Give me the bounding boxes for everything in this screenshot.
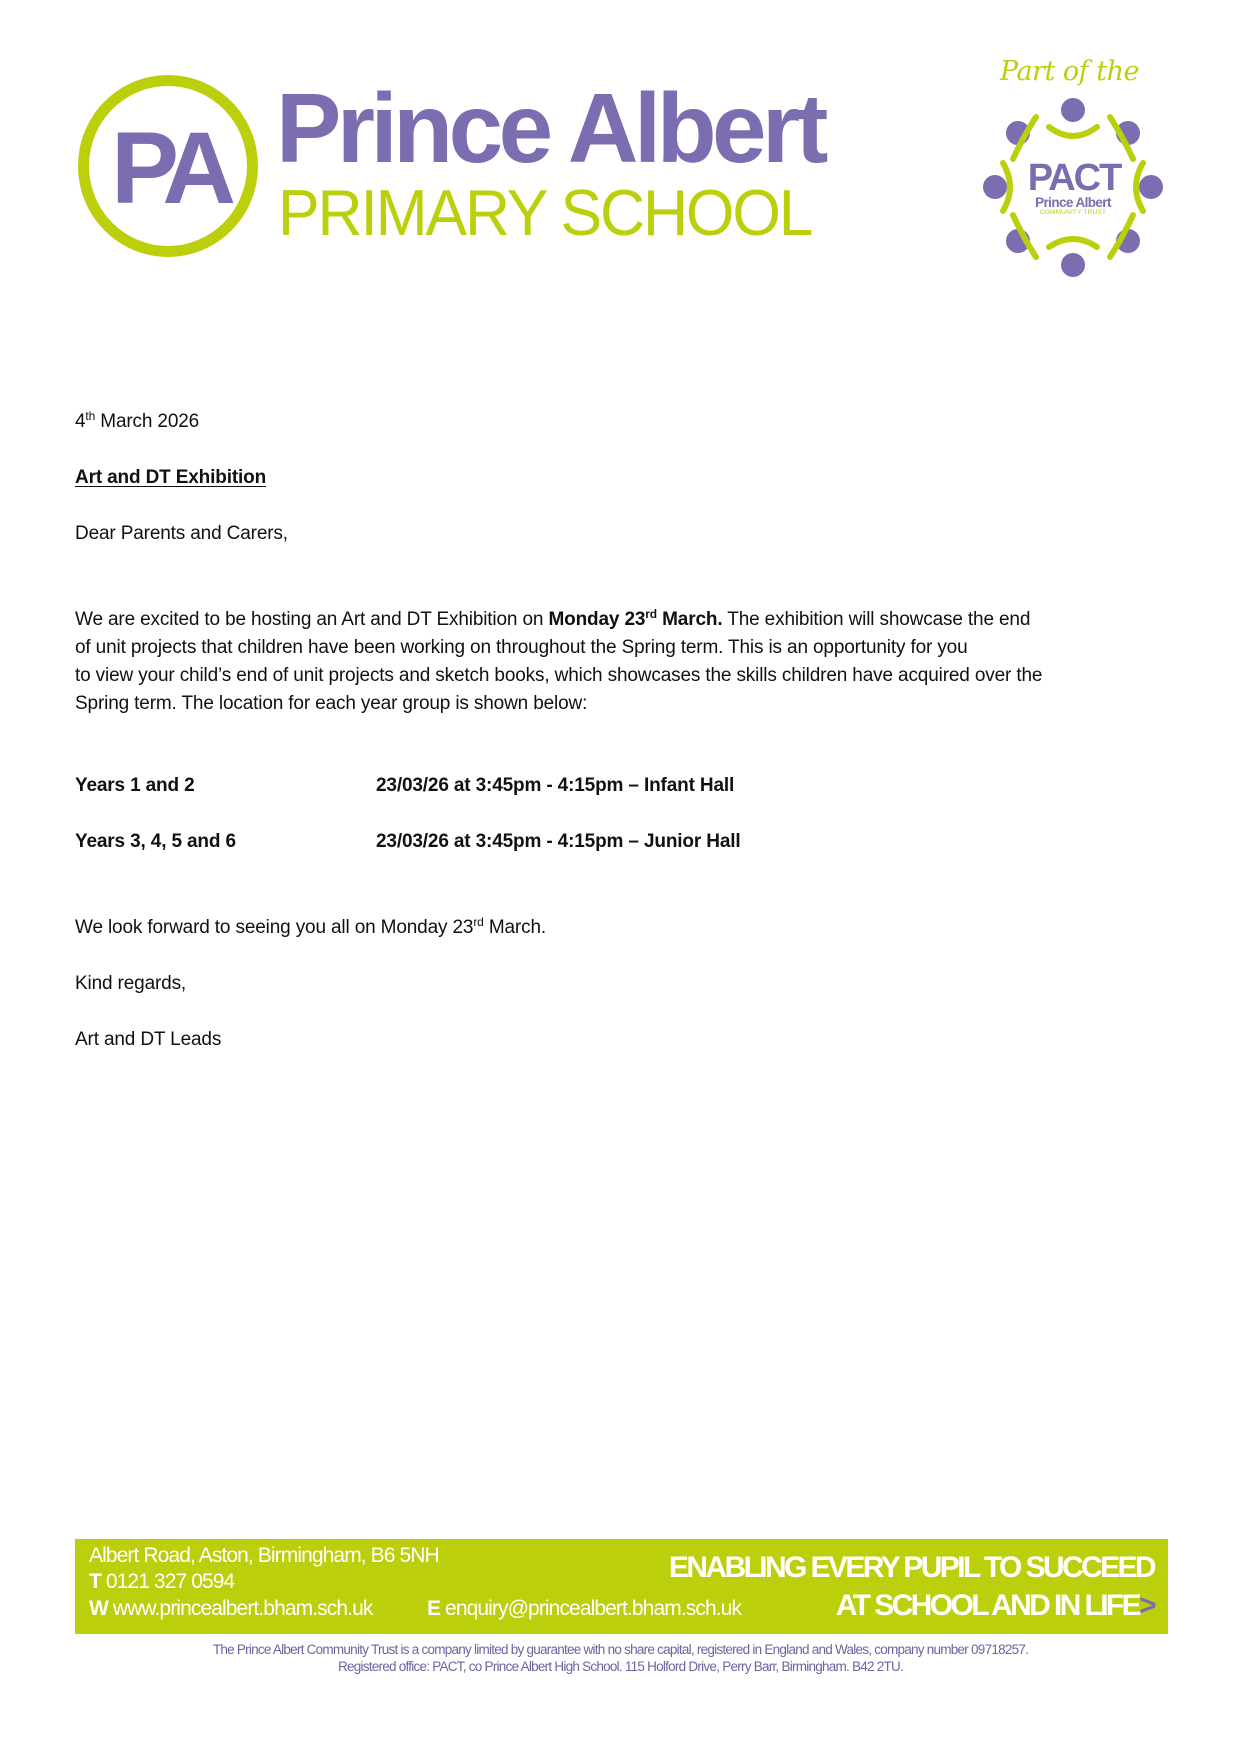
pact-name: Prince Albert [1035,195,1111,210]
paragraph-text: The exhibition will showcase the end [722,609,1031,630]
date-day: 4 [75,411,86,432]
letter-salutation: Dear Parents and Carers, [75,523,288,544]
footer-band [75,1539,1168,1634]
paragraph-text: We are excited to be hosting an Art and DT Exhibition on [75,609,549,630]
school-name: Prince Albert [276,73,824,183]
school-logo-monogram: PA [110,111,228,225]
event-date-bold: Monday 23rd March [548,607,718,630]
paragraph-line-2: of unit projects that children have been working on throughout the Spring term. This is an opportunity for you [75,637,968,658]
date-suffix: th [85,409,96,423]
footer-slogan-line-2: AT SCHOOL AND IN LIFE> [835,1589,1154,1622]
schedule-details-2: 23/03/26 at 3:45pm - 4:15pm – Junior Hall [376,831,741,852]
legal-line-1: The Prince Albert Community Trust is a company limited by guarantee with no share capital, registered in England and Wales, company number 09718257. [212,1642,1029,1657]
pact-subtitle: COMMUNITY TRUST [1039,209,1107,216]
footer-email[interactable]: E enquiry@princealbert.bham.sch.uk [427,1597,742,1620]
paragraph-line-1: We are excited to be hosting an Art and DT Exhibition on Monday 23rd March. The exhibition will showcase the end [75,607,1031,630]
letter-title: Art and DT Exhibition [75,467,267,488]
school-type: PRIMARY SCHOOL [278,176,812,249]
letter-date [75,410,199,434]
paragraph-line-3: to view your child’s end of unit projects and sketch books, which showcases the skills children have acquired over the [75,665,1043,686]
footer-phone: T 0121 327 0594 [89,1570,235,1593]
pact-acronym: PACT [1027,157,1121,199]
letter-signoff: Kind regards, [75,973,187,994]
schedule-group-1: Years 1 and 2 [75,775,195,796]
paragraph-line-4: Spring term. The location for each year group is shown below: [75,693,588,714]
schedule-group-2: Years 3, 4, 5 and 6 [75,831,236,852]
letter-signature: Art and DT Leads [75,1029,222,1050]
legal-line-2: Registered office: PACT, co Prince Albert High School. 115 Holford Drive, Perry Barr, Birmingham. B42 2TU. [337,1659,904,1674]
footer-address: Albert Road, Aston, Birmingham, B6 5NH [89,1544,439,1567]
letter-closing: We look forward to seeing you all on Monday 23rd March. [75,915,546,938]
chevron-right-icon: > [1139,1589,1154,1622]
footer-slogan-line-1: ENABLING EVERY PUPIL TO SUCCEED [668,1551,1154,1584]
pact-tagline: Part of the [1000,56,1139,87]
schedule-details-1: 23/03/26 at 3:45pm - 4:15pm – Infant Hall [376,775,735,796]
footer-website[interactable]: W www.princealbert.bham.sch.uk [89,1597,373,1620]
date-rest: March 2026 [95,411,200,432]
